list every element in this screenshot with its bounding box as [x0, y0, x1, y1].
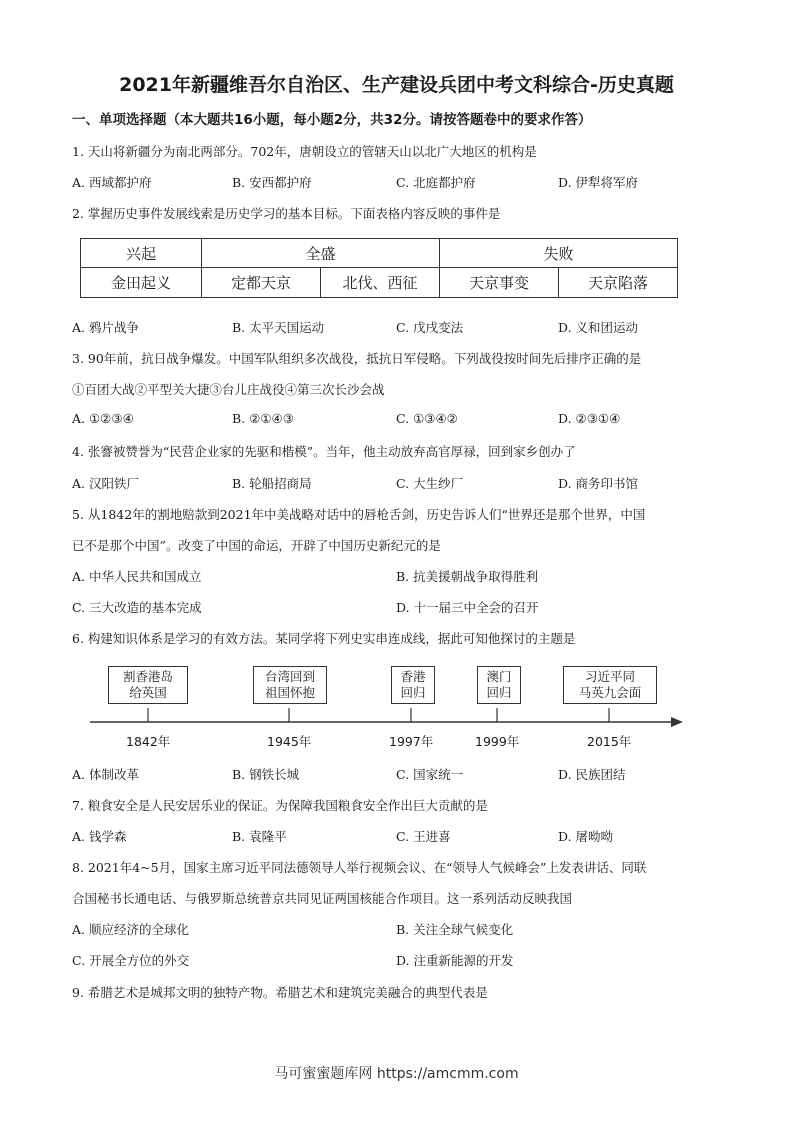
question-3-items: ①百团大战②平型关大捷③台儿庄战役④第三次长沙会战 — [72, 382, 385, 397]
q8-option-d[interactable]: D. 注重新能源的开发 — [396, 953, 514, 968]
q4-option-a[interactable]: A. 汉阳铁厂 — [72, 476, 139, 491]
q5-option-d[interactable]: D. 十一届三中全会的召开 — [396, 600, 539, 615]
timeline-event: 习近平同 马英九会面 — [563, 666, 657, 704]
table-cell: 北伐、西征 — [321, 268, 440, 298]
timeline-year: 1945年 — [267, 734, 312, 749]
table-cell: 天京陷落 — [559, 268, 678, 298]
q2-option-c[interactable]: C. 戊戌变法 — [396, 320, 464, 335]
q2-option-a[interactable]: A. 鸦片战争 — [72, 320, 139, 335]
timeline-year: 1842年 — [126, 734, 171, 749]
q3-option-a[interactable]: A. ①②③④ — [72, 411, 134, 426]
question-2-stem: 2. 掌握历史事件发展线索是历史学习的基本目标。下面表格内容反映的事件是 — [72, 206, 501, 221]
history-timeline — [85, 662, 690, 752]
footer-watermark: 马可蜜蜜题库网 https://amcmm.com — [274, 1066, 519, 1082]
q5-option-b[interactable]: B. 抗美援朝战争取得胜利 — [396, 569, 539, 584]
table-cell: 天京事变 — [440, 268, 559, 298]
q3-option-b[interactable]: B. ②①④③ — [232, 411, 294, 426]
q6-option-b[interactable]: B. 钢铁长城 — [232, 767, 300, 782]
page-title: 2021年新疆维吾尔自治区、生产建设兵团中考文科综合-历史真题 — [119, 74, 674, 96]
q6-option-c[interactable]: C. 国家统一 — [396, 767, 464, 782]
timeline-event: 割香港岛 给英国 — [108, 666, 188, 704]
q5-option-a[interactable]: A. 中华人民共和国成立 — [72, 569, 202, 584]
q7-option-c[interactable]: C. 王进喜 — [396, 829, 451, 844]
timeline-year: 2015年 — [587, 734, 632, 749]
table-header-failure: 失败 — [440, 239, 678, 268]
table-cell: 金田起义 — [81, 268, 202, 298]
events-table — [80, 238, 678, 298]
table-cell: 定都天京 — [202, 268, 321, 298]
q4-option-c[interactable]: C. 大生纱厂 — [396, 476, 464, 491]
question-8-stem-cont: 合国秘书长通电话、与俄罗斯总统普京共同见证两国核能合作项目。这一系列活动反映我国 — [72, 891, 573, 906]
question-5-stem-cont: 已不是那个中国”。改变了中国的命运，开辟了中国历史新纪元的是 — [72, 538, 441, 553]
q3-option-d[interactable]: D. ②③①④ — [558, 411, 621, 426]
question-8-stem: 8. 2021年4~5月，国家主席习近平同法德领导人举行视频会议、在“领导人气候峰会”上发表讲话、同联 — [72, 860, 647, 875]
question-9-stem: 9. 希腊艺术是城邦文明的独特产物。希腊艺术和建筑完美融合的典型代表是 — [72, 985, 488, 1000]
q6-option-a[interactable]: A. 体制改革 — [72, 767, 139, 782]
q7-option-d[interactable]: D. 屠呦呦 — [558, 829, 614, 844]
q6-option-d[interactable]: D. 民族团结 — [558, 767, 626, 782]
q8-option-c[interactable]: C. 开展全方位的外交 — [72, 953, 190, 968]
table-header-rise: 兴起 — [81, 239, 202, 268]
section-heading: 一、单项选择题（本大题共16小题，每小题2分，共32分。请按答题卷中的要求作答） — [72, 112, 592, 128]
q3-option-c[interactable]: C. ①③④② — [396, 411, 458, 426]
q1-option-a[interactable]: A. 西域都护府 — [72, 175, 152, 190]
q1-option-b[interactable]: B. 安西都护府 — [232, 175, 312, 190]
q1-option-c[interactable]: C. 北庭都护府 — [396, 175, 476, 190]
timeline-event: 澳门 回归 — [477, 666, 521, 704]
table-header-peak: 全盛 — [202, 239, 440, 268]
timeline-event: 香港 回归 — [391, 666, 435, 704]
q8-option-a[interactable]: A. 顺应经济的全球化 — [72, 922, 189, 937]
q4-option-b[interactable]: B. 轮船招商局 — [232, 476, 312, 491]
q2-option-d[interactable]: D. 义和团运动 — [558, 320, 639, 335]
question-3-stem: 3. 90年前，抗日战争爆发。中国军队组织多次战役，抵抗日军侵略。下列战役按时间先后排序正确的是 — [72, 351, 642, 366]
q2-option-b[interactable]: B. 太平天国运动 — [232, 320, 325, 335]
q8-option-b[interactable]: B. 关注全球气候变化 — [396, 922, 514, 937]
q4-option-d[interactable]: D. 商务印书馆 — [558, 476, 639, 491]
q7-option-b[interactable]: B. 袁隆平 — [232, 829, 287, 844]
question-1-stem: 1. 天山将新疆分为南北两部分。702年，唐朝设立的管辖天山以北广大地区的机构是 — [72, 144, 537, 159]
q7-option-a[interactable]: A. 钱学森 — [72, 829, 127, 844]
question-7-stem: 7. 粮食安全是人民安居乐业的保证。为保障我国粮食安全作出巨大贡献的是 — [72, 798, 488, 813]
question-5-stem: 5. 从1842年的割地赔款到2021年中美战略对话中的唇枪舌剑，历史告诉人们“世界还是那个世界，中国 — [72, 507, 646, 522]
timeline-event: 台湾回到 祖国怀抱 — [253, 666, 327, 704]
timeline-year: 1999年 — [475, 734, 520, 749]
timeline-year: 1997年 — [389, 734, 434, 749]
q5-option-c[interactable]: C. 三大改造的基本完成 — [72, 600, 202, 615]
question-6-stem: 6. 构建知识体系是学习的有效方法。某同学将下列史实串连成线，据此可知他探讨的主题是 — [72, 631, 576, 646]
q1-option-d[interactable]: D. 伊犁将军府 — [558, 175, 639, 190]
question-4-stem: 4. 张謇被赞誉为“民营企业家的先驱和楷模”。当年，他主动放弃高官厚禄，回到家乡创办了 — [72, 444, 576, 459]
